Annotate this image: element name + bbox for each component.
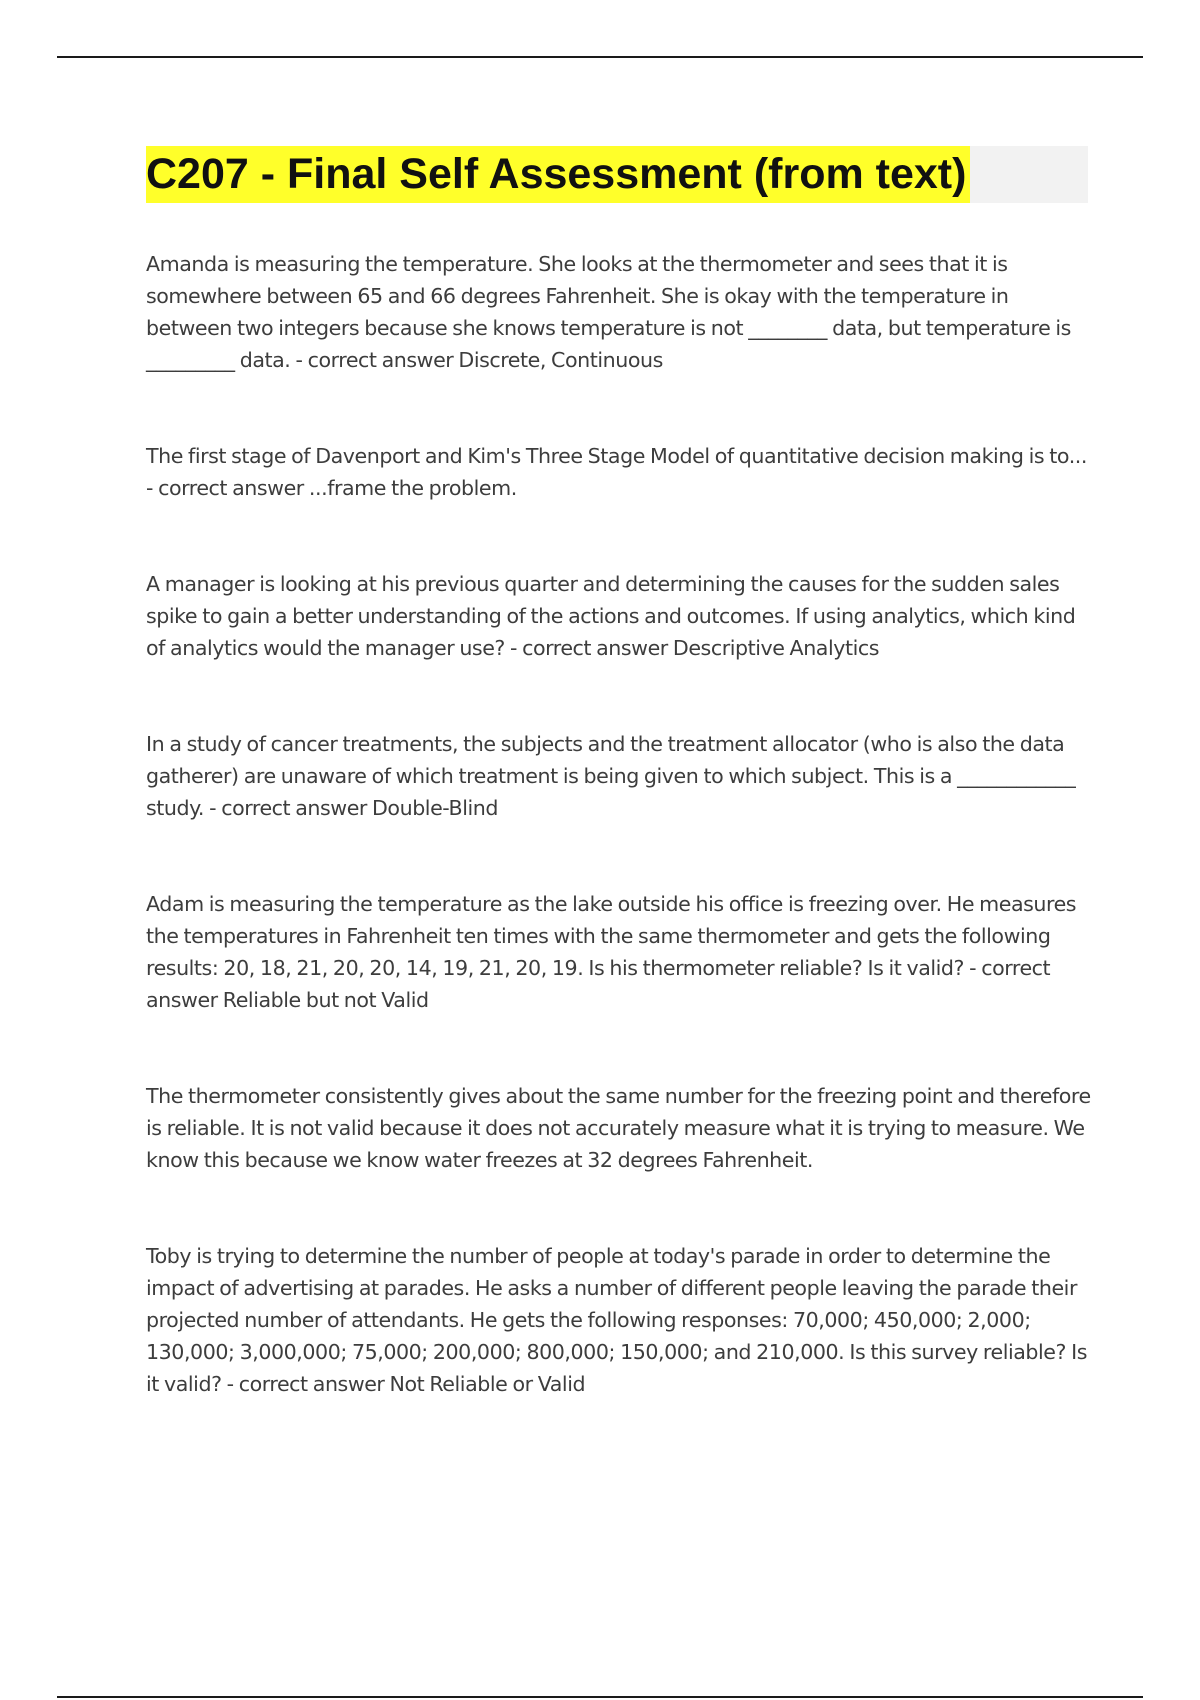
explanation-paragraph: The thermometer consistently gives about the same number for the freezing point and therefore is reliable. It is not valid because it does not accurately measure what it is trying to measure. We know this because we know water freezes at 32 degrees Fahrenheit. xyxy=(146,1084,1091,1172)
question-item-5: Adam is measuring the temperature as the lake outside his office is freezing over. He measures the temperatures in Fahrenheit ten times with the same thermometer and gets the following results: 20, 18, 21, 20, 20, 14, 19, 21, 20, 19. Is his thermometer reliable? Is it valid? - correct answer Reliable but not Valid xyxy=(146,892,1077,1012)
question-item-1: Amanda is measuring the temperature. She looks at the thermometer and sees that it is somewhere between 65 and 66 degrees Fahrenheit. She is okay with the temperature in between two integers because she knows temperature is not ________ data, but temperature is _________ data. - correct answer Discrete, Continuous xyxy=(146,252,1071,372)
question-item-2: The first stage of Davenport and Kim's Three Stage Model of quantitative decision making is to... - correct answer ...frame the problem. xyxy=(146,444,1087,500)
question-item-3: A manager is looking at his previous quarter and determining the causes for the sudden sales spike to gain a better understanding of the actions and outcomes. If using analytics, which kind of analytics would the manager use? - correct answer Descriptive Analytics xyxy=(146,572,1076,660)
bottom-divider xyxy=(57,1696,1143,1698)
document-body xyxy=(146,248,1096,1464)
top-divider xyxy=(57,56,1143,58)
question-item-6: Toby is trying to determine the number of people at today's parade in order to determine the impact of advertising at parades. He asks a number of different people leaving the parade their projected number of attendants. He gets the following responses: 70,000; 450,000; 2,000; 130,000; 3,000,000; 75,000; 200,000; 800,000; 150,000; and 210,000. Is this survey reliable? Is it valid? - correct answer Not Reliable or Valid xyxy=(146,1244,1088,1396)
question-item-4: In a study of cancer treatments, the subjects and the treatment allocator (who is also the data gatherer) are unaware of which treatment is being given to which subject. This is a ____________ study. - correct answer Double-Blind xyxy=(146,732,1076,820)
title-block xyxy=(146,146,1088,203)
document-title: C207 - Final Self Assessment (from text) xyxy=(146,146,970,203)
